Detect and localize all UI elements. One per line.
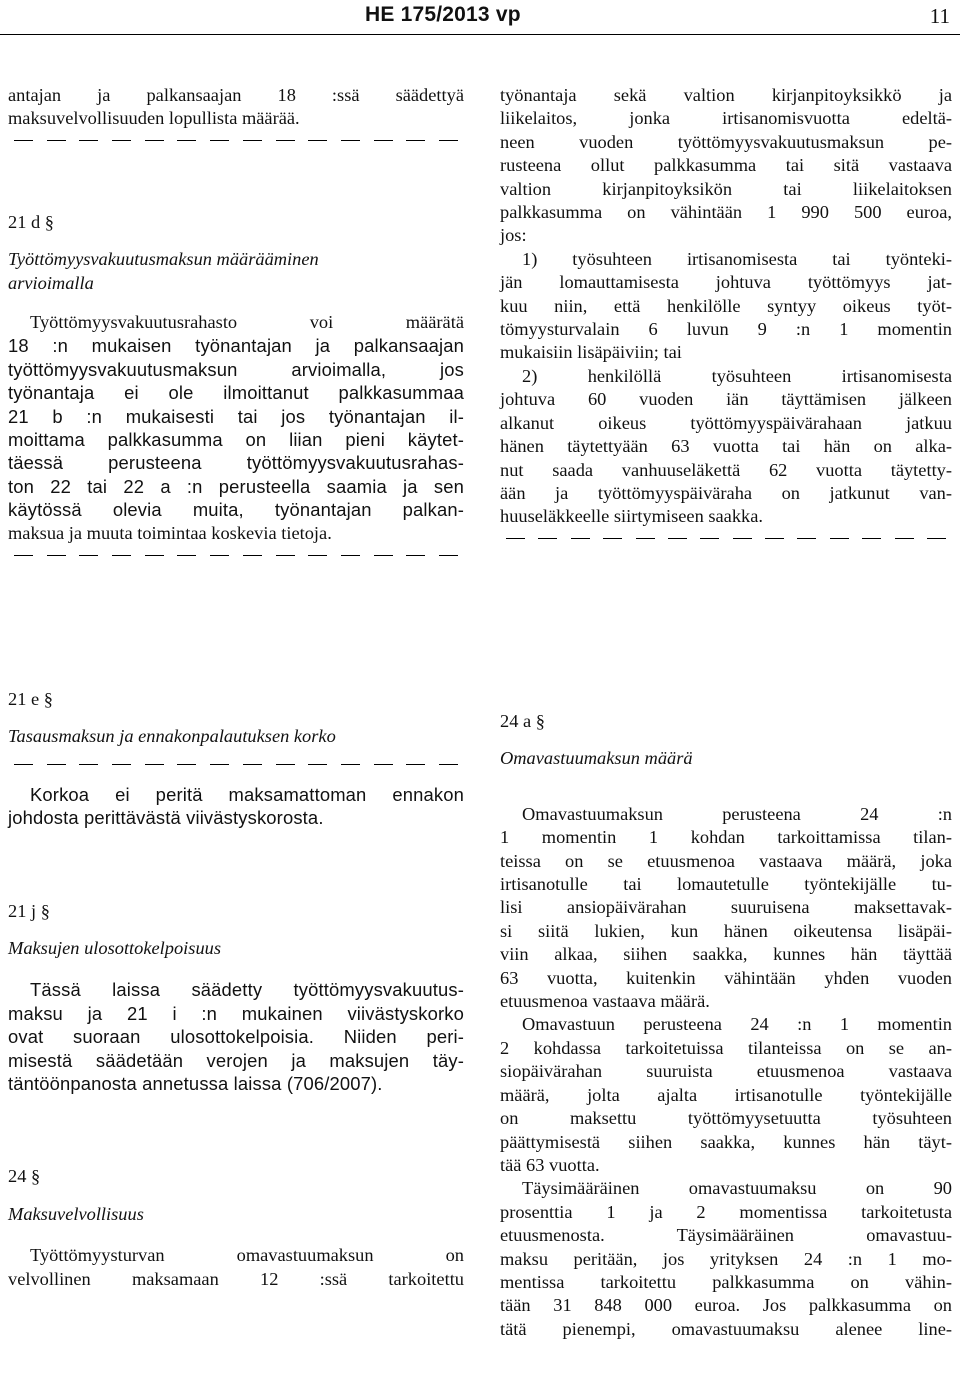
header-rule (0, 34, 960, 35)
body-line: Tässä laissa säädetty työttömyysvakuutus- (30, 979, 464, 1001)
body-line: tätä pienempi, omavastuumaksu alenee line- (500, 1318, 952, 1339)
omission-dashes (14, 131, 458, 151)
body-line: mentissa tarkoitettu palkkasumma on vähin- (500, 1271, 952, 1292)
body-line: johdosta perittävästä viivästyskorosta. (8, 807, 324, 829)
body-line: nut saada vanhuuseläkettä 62 vuotta täytetty- (500, 459, 952, 480)
body-line: 21 b :n mukaisesti tai jos työnantajan il- (8, 405, 464, 427)
body-line: 1) työsuhteen irtisanomisesta tai työnteki- (522, 248, 952, 269)
body-line: päättymisestä siihen saakka, kunnes hän täyt- (500, 1131, 952, 1152)
body-line: Työttömyysvakuutusrahasto voi määrätä (30, 312, 464, 333)
body-line: tää 63 vuotta. (500, 1154, 600, 1175)
section-title-24: Maksuvelvollisuus (8, 1203, 144, 1224)
body-line: liikelaitos, jonka irtisanomisvuotta edeltä- (500, 108, 952, 129)
body-line: tään 31 848 000 euroa. Jos palkkasumma on (500, 1295, 952, 1316)
right-column-top (500, 84, 952, 549)
body-line: irtisanotulle tai lomautetulle työntekijälle tu- (500, 874, 952, 895)
body-line: rusteena ollut palkkasumma tai sitä vastaava (500, 155, 952, 176)
section-title-21j: Maksujen ulosottokelpoisuus (8, 938, 222, 959)
body-line: valtion kirjanpitoyksikön tai liikelaitoksen (500, 178, 952, 199)
section-body-21d (8, 311, 464, 545)
body-line: ovat suoraan ulosottokelpoisia. Niiden peri- (8, 1026, 464, 1048)
page-number: 11 (929, 4, 950, 28)
omission-dashes (14, 755, 458, 775)
body-line: Korkoa ei peritä maksamattoman ennakon (30, 783, 464, 805)
body-line: teissa on se etuusmenoa vastaava määrä, joka (500, 850, 952, 871)
document-id: HE 175/2013 vp (365, 3, 521, 26)
body-line: 2) henkilöllä työsuhteen irtisanomisesta (522, 365, 952, 386)
body-line: 2 kohdassa tarkoitetuissa tilanteissa on se an- (500, 1037, 952, 1058)
body-line: kuu niin, että henkilölle syntyy oikeus työt- (500, 295, 952, 316)
body-line: 18 :n mukaisen työnantajan ja palkansaajan (8, 335, 464, 357)
body-line: työnantaja ei ole ilmoittanut palkkasummaa (8, 382, 464, 404)
body-line: etuusmenoa vastaava määrä. (500, 991, 710, 1012)
body-line: siopäivärahan suuruista etuusmenoa vastaava (500, 1061, 952, 1082)
body-line: mukaisiin lisäpäiviin; tai (500, 342, 682, 363)
body-line: työttömyysvakuutusmaksun arvioimalla, jos (8, 358, 464, 380)
body-line: on maksettu työttömyysetuutta työsuhteen (500, 1108, 952, 1129)
section-heading-21d: 21 d § (8, 211, 54, 232)
body-line: maksua ja muuta toimintaa koskevia tietoja. (8, 522, 332, 543)
body-line: Täysimääräinen omavastuumaksu on 90 (522, 1178, 952, 1199)
body-line: neen vuoden työttömyysvakuutusmaksun pe- (500, 131, 952, 152)
body-line: ton 22 tai 22 a :n perusteella saamia ja sen (8, 475, 464, 497)
body-line: viin alkaa, siihen saakka, kunnes hän täyttää (500, 944, 952, 965)
body-line: Työttömyysturvan omavastuumaksun on (30, 1245, 464, 1266)
body-line: Omavastuun perusteena 24 :n 1 momentin (522, 1014, 952, 1035)
body-line: jän lomauttamisesta johtuva työttömyys jat- (500, 272, 952, 293)
body-line: 63 vuotta, kuitenkin vähintään yhden vuoden (500, 967, 952, 988)
body-line: 1 momentin 1 kohdan tarkoittamissa tilan- (500, 827, 952, 848)
section-heading-24a: 24 a § (500, 711, 545, 731)
right-column-bottom (500, 710, 952, 1341)
section-title-21d: Työttömyysvakuutusmaksun määrääminen (8, 249, 319, 270)
body-line: täessä perusteena työttömyysvakuutusrahas- (8, 452, 464, 474)
body-line: moittama palkkasumma on liian pieni käytet- (8, 429, 464, 451)
body-line: käytössä olevia muita, työnantajan palkan- (8, 499, 464, 521)
body-line: palkkasumma on vähintään 1 990 500 euroa, (500, 202, 952, 223)
body-line: maksu peritään, jos yrityksen 24 :n 1 mo- (500, 1248, 952, 1269)
section-heading-21j: 21 j § (8, 900, 50, 921)
body-line: tömyysturvalain 6 luvun 9 :n 1 momentin (500, 319, 952, 340)
body-line: täntöönpanosta annetussa laissa (706/2007). (8, 1073, 383, 1095)
body-line: johtuva 60 vuoden iän täyttämisen jälkeen (500, 389, 952, 410)
section-heading-24: 24 § (8, 1166, 41, 1187)
body-line: lisi ansiopäivärahan suuruisena maksettavak- (500, 897, 952, 918)
body-line: työnantaja sekä valtion kirjanpitoyksikkö ja (500, 85, 952, 105)
omission-dashes (14, 545, 458, 565)
body-line: jos: (500, 225, 527, 246)
section-title-21d: arvioimalla (8, 272, 94, 293)
left-column-bottom (8, 688, 464, 1291)
body-line: ään ja työttömyyspäiväraha on jatkunut van- (500, 482, 952, 503)
body-line: si siitä lukien, kun hänen oikeutensa lisäpäi- (500, 920, 952, 941)
section-title-24a: Omavastuumaksun määrä (500, 748, 693, 769)
left-column-top (8, 84, 464, 565)
body-line: etuusmenosta. Täysimääräinen omavastuu- (500, 1225, 952, 1246)
body-line: Omavastuumaksun perusteena 24 :n (522, 803, 952, 824)
body-line: prosenttia 1 ja 2 momentissa tarkoitetusta (500, 1201, 952, 1222)
body-line: misestä säädetään verojen ja maksujen täy- (8, 1049, 464, 1071)
body-line: maksu ja 21 i :n mukainen viivästyskorko (8, 1002, 464, 1024)
page-header (0, 0, 960, 40)
section-heading-21e: 21 e § (8, 689, 53, 709)
body-line: hänen täytettyään 63 vuotta tai hän on alka- (500, 436, 952, 457)
intro-line: antajan ja palkansaajan 18 :ssä säädettyä (8, 85, 464, 105)
body-line: määrä, jolta ajalta irtisanotulle työntekijälle (500, 1084, 952, 1105)
body-line: huuseläkkeelle siirtymiseen saakka. (500, 506, 764, 527)
body-line: alkanut oikeus työttömyyspäivärahaan jatkuu (500, 412, 952, 433)
body-line: velvollinen maksamaan 12 :ssä tarkoitettu (8, 1268, 464, 1289)
intro-line: maksuvelvollisuuden lopullista määrää. (8, 108, 300, 129)
section-title-21e: Tasausmaksun ja ennakonpalautuksen korko (8, 726, 336, 747)
omission-dashes (506, 529, 946, 549)
